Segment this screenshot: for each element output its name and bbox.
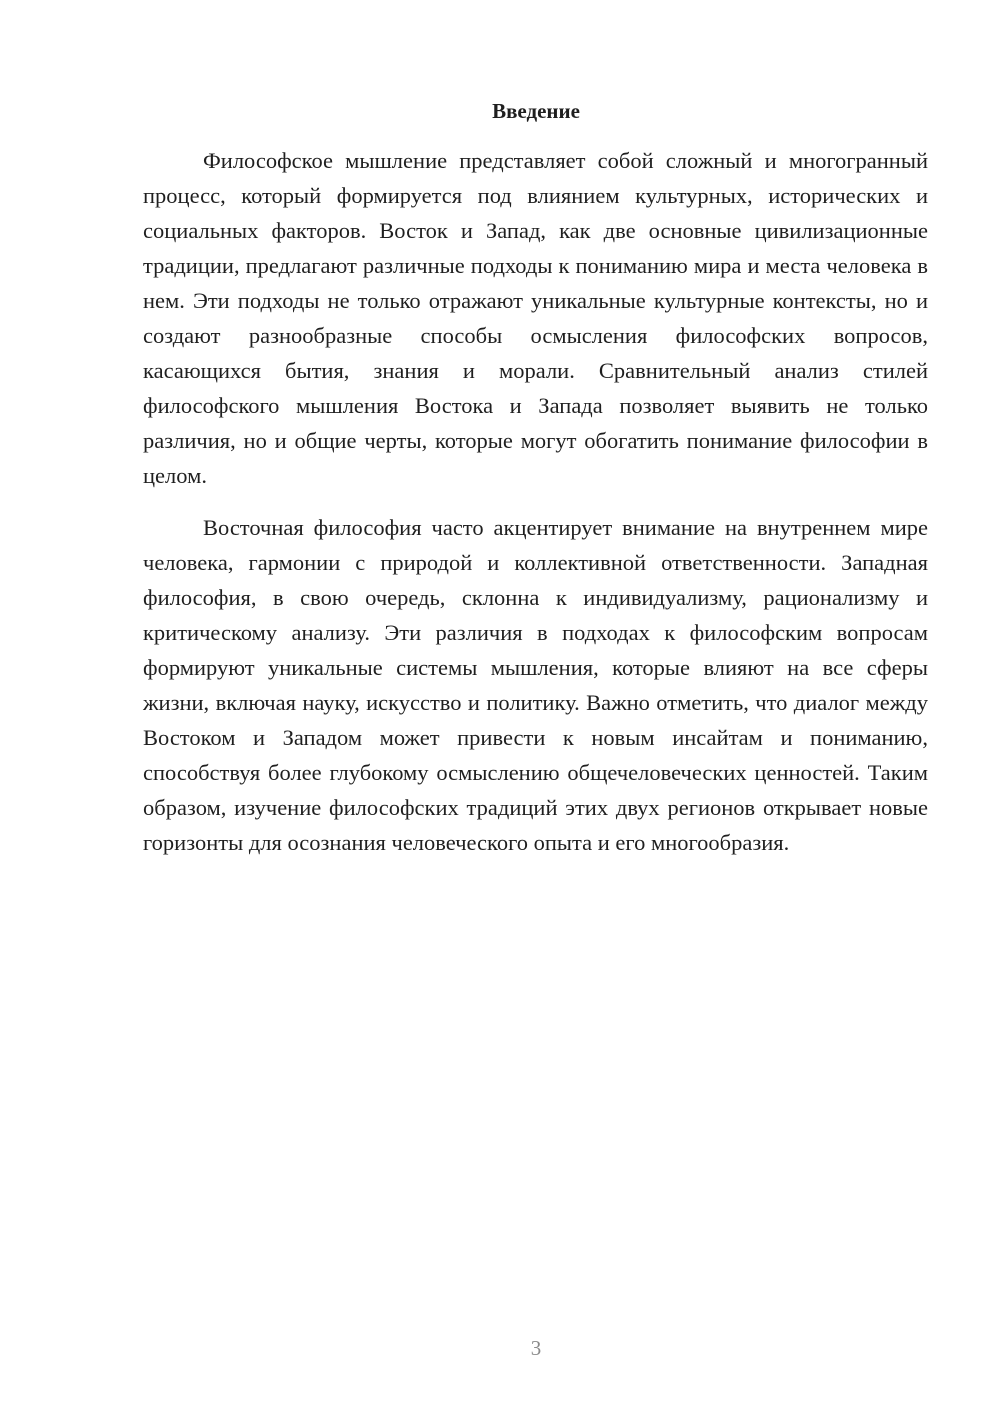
paragraph-2: Восточная философия часто акцентирует внимание на внутреннем мире человека, гармонии с природой и коллективной ответственности. Западная философия, в свою очередь, склонна к индивидуализму, рационализму и критическому анализу. Эти различия в подходах к философским вопросам формируют уникальные системы мышления, которые влияют на все сферы жизни, включая науку, искусство и политику. Важно отметить, что диалог между Востоком и Западом может привести к новым инсайтам и пониманию, способствуя более глубокому осмыслению общечеловеческих ценностей. Таким образом, изучение философских традиций этих двух регионов открывает новые горизонты для осознания человеческого опыта и его многообразия. bbox=[143, 515, 928, 855]
page-number: 3 bbox=[530, 1336, 542, 1360]
paragraph-1: Философское мышление представляет собой сложный и многогранный процесс, который формируется под влиянием культурных, исторических и социальных факторов. Восток и Запад, как две основные цивилизационные традиции, предлагают различные подходы к пониманию мира и места человека в нем. Эти подходы не только отражают уникальные культурные контексты, но и создают разнообразные способы осмысления философских вопросов, касающихся бытия, знания и морали. Сравнительный анализ стилей философского мышления Востока и Запада позволяет выявить не только различия, но и общие черты, которые могут обогатить понимание философии в целом. bbox=[143, 148, 928, 488]
body-text bbox=[143, 143, 928, 860]
section-title: Введение bbox=[492, 99, 580, 123]
